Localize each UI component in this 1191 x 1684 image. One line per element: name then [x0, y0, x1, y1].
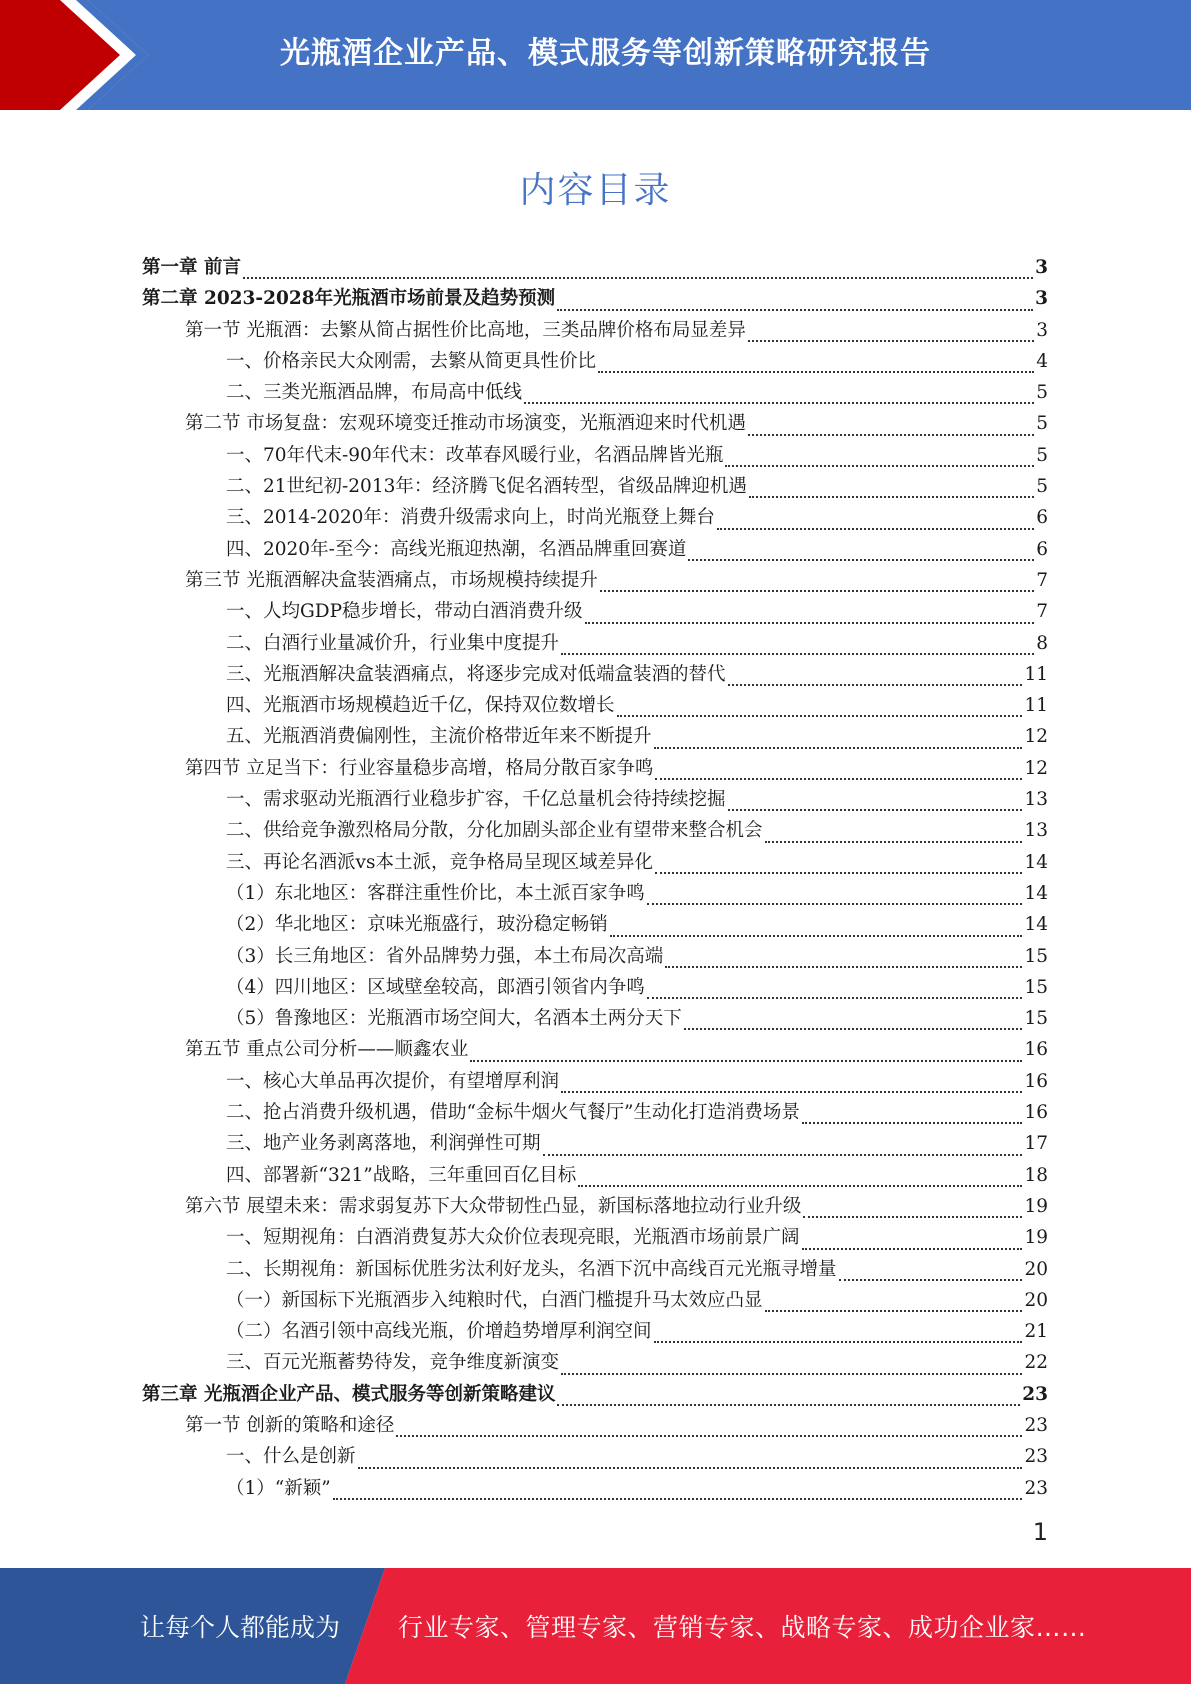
toc-entry-title: 第一节 创新的策略和途径 [185, 1414, 395, 1436]
toc-leader-dots [598, 371, 1034, 373]
toc-entry[interactable] [142, 347, 1048, 378]
toc-entry-page: 23 [1024, 1446, 1048, 1468]
toc-leader-dots [765, 841, 1023, 843]
header-title: 光瓶酒企业产品、模式服务等创新策略研究报告 [280, 36, 931, 71]
toc-entry-page: 16 [1024, 1070, 1048, 1092]
toc-entry-page: 23 [1024, 1477, 1048, 1499]
toc-entry-title: 第三章 光瓶酒企业产品、模式服务等创新策略建议 [142, 1383, 556, 1405]
toc-leader-dots [470, 1060, 1022, 1062]
toc-entry-title: 三、再论名酒派vs本土派，竞争格局呈现区域差异化 [226, 851, 653, 873]
toc-entry-title: 三、光瓶酒解决盒装酒痛点，将逐步完成对低端盒装酒的替代 [226, 663, 726, 685]
toc-entry[interactable] [142, 848, 1048, 879]
toc-entry[interactable] [142, 1380, 1048, 1411]
toc-leader-dots [561, 653, 1034, 655]
toc-leader-dots [765, 1310, 1023, 1312]
toc-entry[interactable] [142, 722, 1048, 753]
toc-entry-title: 第四节 立足当下：行业容量稳步高增，格局分散百家争鸣 [185, 757, 654, 779]
footer-slogan-left: 让每个人都能成为 [140, 1613, 341, 1642]
toc-entry-page: 15 [1024, 1008, 1048, 1030]
toc-entry-page: 19 [1024, 1195, 1048, 1217]
toc-entry-page: 13 [1024, 820, 1048, 842]
toc-leader-dots [802, 1248, 1023, 1250]
toc-entry-title: 三、地产业务剥离落地，利润弹性可期 [226, 1133, 541, 1155]
toc-entry-title: 三、百元光瓶蓄势待发，竞争维度新演变 [226, 1352, 560, 1374]
toc-leader-dots [647, 997, 1023, 999]
toc-entry-title: 二、供给竞争激烈格局分散，分化加剧头部企业有望带来整合机会 [226, 820, 763, 842]
toc-entry[interactable] [142, 1067, 1048, 1098]
toc-leader-dots [655, 778, 1022, 780]
toc-entry[interactable] [142, 629, 1048, 660]
toc-entry-page: 17 [1024, 1133, 1048, 1155]
toc-entry[interactable] [142, 1161, 1048, 1192]
toc-entry-title: （1）“新颖” [226, 1477, 331, 1499]
toc-leader-dots [803, 1216, 1022, 1218]
toc-leader-dots [728, 809, 1023, 811]
toc-entry[interactable] [142, 472, 1048, 503]
toc-entry-title: 二、白酒行业量减价升，行业集中度提升 [226, 632, 560, 654]
toc-entry[interactable] [142, 1286, 1048, 1317]
toc-leader-dots [561, 1091, 1022, 1093]
toc-leader-dots [684, 1028, 1023, 1030]
toc-leader-dots [717, 528, 1034, 530]
toc-leader-dots [748, 434, 1034, 436]
toc-entry-page: 20 [1024, 1258, 1048, 1280]
toc-entry[interactable] [142, 503, 1048, 534]
toc-entry[interactable] [142, 1442, 1048, 1473]
toc-entry-page: 14 [1024, 882, 1048, 904]
toc-entry-page: 5 [1036, 413, 1048, 435]
toc-leader-dots [655, 872, 1023, 874]
toc-entry-title: 一、短期视角：白酒消费复苏大众价位表现亮眼，光瓶酒市场前景广阔 [226, 1227, 800, 1249]
table-of-contents [142, 253, 1048, 1505]
toc-entry[interactable] [142, 1411, 1048, 1442]
toc-leader-dots [358, 1467, 1023, 1469]
toc-entry-title: 一、70年代末-90年代末：改革春风暖行业，名酒品牌皆光瓶 [226, 444, 724, 466]
toc-leader-dots [557, 309, 1033, 311]
toc-entry-page: 5 [1036, 476, 1048, 498]
toc-leader-dots [617, 715, 1023, 717]
toc-entry-title: 一、核心大单品再次提价，有望增厚利润 [226, 1070, 560, 1092]
toc-entry-page: 11 [1024, 663, 1048, 685]
toc-leader-dots [610, 935, 1023, 937]
toc-entry-title: 一、什么是创新 [226, 1446, 356, 1468]
footer-slogan-right: 行业专家、管理专家、营销专家、战略专家、成功企业家…… [398, 1613, 1087, 1642]
toc-entry-page: 19 [1024, 1227, 1048, 1249]
toc-entry-page: 7 [1036, 569, 1048, 591]
toc-entry-page: 6 [1036, 507, 1048, 529]
toc-entry-title: 五、光瓶酒消费偏刚性，主流价格带近年来不断提升 [226, 726, 652, 748]
header-band [0, 0, 1191, 110]
page-number: 1 [1032, 1518, 1048, 1546]
toc-leader-dots [802, 1122, 1023, 1124]
toc-entry-title: 第二章 2023-2028年光瓶酒市场前景及趋势预测 [142, 288, 556, 310]
toc-entry-title: 第一章 前言 [142, 257, 241, 278]
toc-entry-page: 23 [1022, 1383, 1048, 1405]
toc-entry[interactable] [142, 1474, 1048, 1505]
toc-entry-title: 第三节 光瓶酒解决盒装酒痛点，市场规模持续提升 [185, 569, 598, 591]
toc-entry[interactable] [142, 1255, 1048, 1286]
toc-entry[interactable] [142, 1348, 1048, 1379]
toc-leader-dots [585, 622, 1035, 624]
toc-entry-page: 14 [1024, 851, 1048, 873]
toc-entry-page: 3 [1036, 319, 1048, 341]
toc-leader-dots [654, 747, 1023, 749]
toc-entry[interactable] [142, 691, 1048, 722]
toc-entry-page: 7 [1036, 601, 1048, 623]
toc-entry-page: 4 [1036, 350, 1048, 372]
toc-entry-page: 12 [1024, 757, 1048, 779]
toc-leader-dots [543, 1154, 1023, 1156]
toc-entry[interactable] [142, 1223, 1048, 1254]
toc-title: 内容目录 [519, 170, 672, 211]
toc-entry-title: 二、三类光瓶酒品牌，布局高中低线 [226, 382, 523, 404]
toc-entry-title: 三、2014-2020年：消费升级需求向上，时尚光瓶登上舞台 [226, 507, 715, 529]
toc-leader-dots [665, 966, 1022, 968]
toc-entry-page: 23 [1024, 1414, 1048, 1436]
toc-leader-dots [725, 465, 1034, 467]
toc-entry-title: 第五节 重点公司分析——顺鑫农业 [185, 1039, 469, 1061]
toc-entry[interactable] [142, 441, 1048, 472]
toc-leader-dots [839, 1279, 1023, 1281]
toc-entry[interactable] [142, 1192, 1048, 1223]
toc-entry-title: 四、2020年-至今：高线光瓶迎热潮，名酒品牌重回赛道 [226, 538, 687, 560]
toc-entry-title: 二、21世纪初-2013年：经济腾飞促名酒转型，省级品牌迎机遇 [226, 476, 747, 498]
toc-leader-dots [748, 340, 1034, 342]
toc-entry[interactable] [142, 284, 1048, 315]
toc-entry-page: 3 [1035, 257, 1048, 278]
toc-entry-page: 12 [1024, 726, 1048, 748]
toc-leader-dots [749, 496, 1034, 498]
toc-entry[interactable] [142, 409, 1048, 440]
toc-entry-page: 5 [1036, 444, 1048, 466]
toc-entry-page: 5 [1036, 382, 1048, 404]
toc-leader-dots [524, 402, 1034, 404]
toc-entry[interactable] [142, 942, 1048, 973]
toc-entry-title: 四、部署新“321”战略，三年重回百亿目标 [226, 1164, 577, 1186]
toc-leader-dots [333, 1498, 1023, 1500]
toc-entry-title: 一、人均GDP稳步增长，带动白酒消费升级 [226, 601, 583, 623]
toc-entry-title: （2）华北地区：京味光瓶盛行，玻汾稳定畅销 [226, 914, 608, 936]
header-arrow-decoration [0, 0, 150, 110]
toc-entry[interactable] [142, 535, 1048, 566]
toc-entry-title: 第二节 市场复盘：宏观环境变迁推动市场演变，光瓶酒迎来时代机遇 [185, 413, 746, 435]
toc-entry[interactable] [142, 816, 1048, 847]
toc-entry-page: 14 [1024, 914, 1048, 936]
toc-leader-dots [578, 1185, 1022, 1187]
toc-entry[interactable] [142, 910, 1048, 941]
toc-entry-title: （4）四川地区：区域壁垒较高，郎酒引领省内争鸣 [226, 976, 645, 998]
toc-entry-title: 第六节 展望未来：需求弱复苏下大众带韧性凸显，新国标落地拉动行业升级 [185, 1195, 802, 1217]
toc-entry-title: 一、价格亲民大众刚需，去繁从简更具性价比 [226, 350, 597, 372]
toc-entry-page: 11 [1024, 695, 1048, 717]
toc-leader-dots [557, 1404, 1020, 1406]
toc-entry[interactable] [142, 1317, 1048, 1348]
toc-entry-page: 3 [1035, 288, 1048, 310]
toc-entry-page: 15 [1024, 976, 1048, 998]
toc-entry-title: 第一节 光瓶酒：去繁从简占据性价比高地，三类品牌价格布局显差异 [185, 319, 746, 341]
footer-band [0, 1568, 1191, 1684]
toc-leader-dots [688, 559, 1034, 561]
toc-leader-dots [600, 590, 1034, 592]
toc-entry-title: （一）新国标下光瓶酒步入纯粮时代，白酒门槛提升马太效应凸显 [226, 1289, 763, 1311]
toc-leader-dots [243, 277, 1033, 279]
toc-entry-title: 四、光瓶酒市场规模趋近千亿，保持双位数增长 [226, 695, 615, 717]
toc-leader-dots [728, 684, 1023, 686]
toc-entry[interactable] [142, 253, 1048, 284]
toc-entry-title: （3）长三角地区：省外品牌势力强，本土布局次高端 [226, 945, 664, 967]
toc-entry[interactable] [142, 1035, 1048, 1066]
toc-entry[interactable] [142, 1098, 1048, 1129]
toc-entry-page: 20 [1024, 1289, 1048, 1311]
toc-entry-page: 13 [1024, 789, 1048, 811]
toc-entry-title: （1）东北地区：客群注重性价比，本土派百家争鸣 [226, 882, 645, 904]
toc-entry[interactable] [142, 754, 1048, 785]
toc-leader-dots [647, 903, 1023, 905]
toc-entry-page: 16 [1024, 1102, 1048, 1124]
toc-entry[interactable] [142, 1129, 1048, 1160]
toc-entry-title: 一、需求驱动光瓶酒行业稳步扩容，千亿总量机会待持续挖掘 [226, 789, 726, 811]
toc-entry-page: 6 [1036, 538, 1048, 560]
toc-entry[interactable] [142, 973, 1048, 1004]
toc-entry[interactable] [142, 879, 1048, 910]
toc-entry[interactable] [142, 378, 1048, 409]
toc-entry-title: （二）名酒引领中高线光瓶，价增趋势增厚利润空间 [226, 1321, 652, 1343]
toc-entry[interactable] [142, 1004, 1048, 1035]
toc-leader-dots [561, 1373, 1022, 1375]
toc-entry[interactable] [142, 597, 1048, 628]
toc-leader-dots [396, 1435, 1022, 1437]
toc-entry-page: 16 [1024, 1039, 1048, 1061]
toc-entry-page: 18 [1024, 1164, 1048, 1186]
toc-leader-dots [654, 1341, 1023, 1343]
toc-entry[interactable] [142, 660, 1048, 691]
toc-entry-title: 二、抢占消费升级机遇，借助“金标牛烟火气餐厅”生动化打造消费场景 [226, 1102, 800, 1124]
toc-entry[interactable] [142, 785, 1048, 816]
toc-entry-title: （5）鲁豫地区：光瓶酒市场空间大，名酒本土两分天下 [226, 1008, 682, 1030]
toc-entry-page: 21 [1024, 1321, 1048, 1343]
toc-entry-title: 二、长期视角：新国标优胜劣汰利好龙头，名酒下沉中高线百元光瓶寻增量 [226, 1258, 837, 1280]
toc-entry-page: 8 [1036, 632, 1048, 654]
toc-entry[interactable] [142, 316, 1048, 347]
toc-entry-page: 15 [1024, 945, 1048, 967]
toc-entry-page: 22 [1024, 1352, 1048, 1374]
toc-entry[interactable] [142, 566, 1048, 597]
